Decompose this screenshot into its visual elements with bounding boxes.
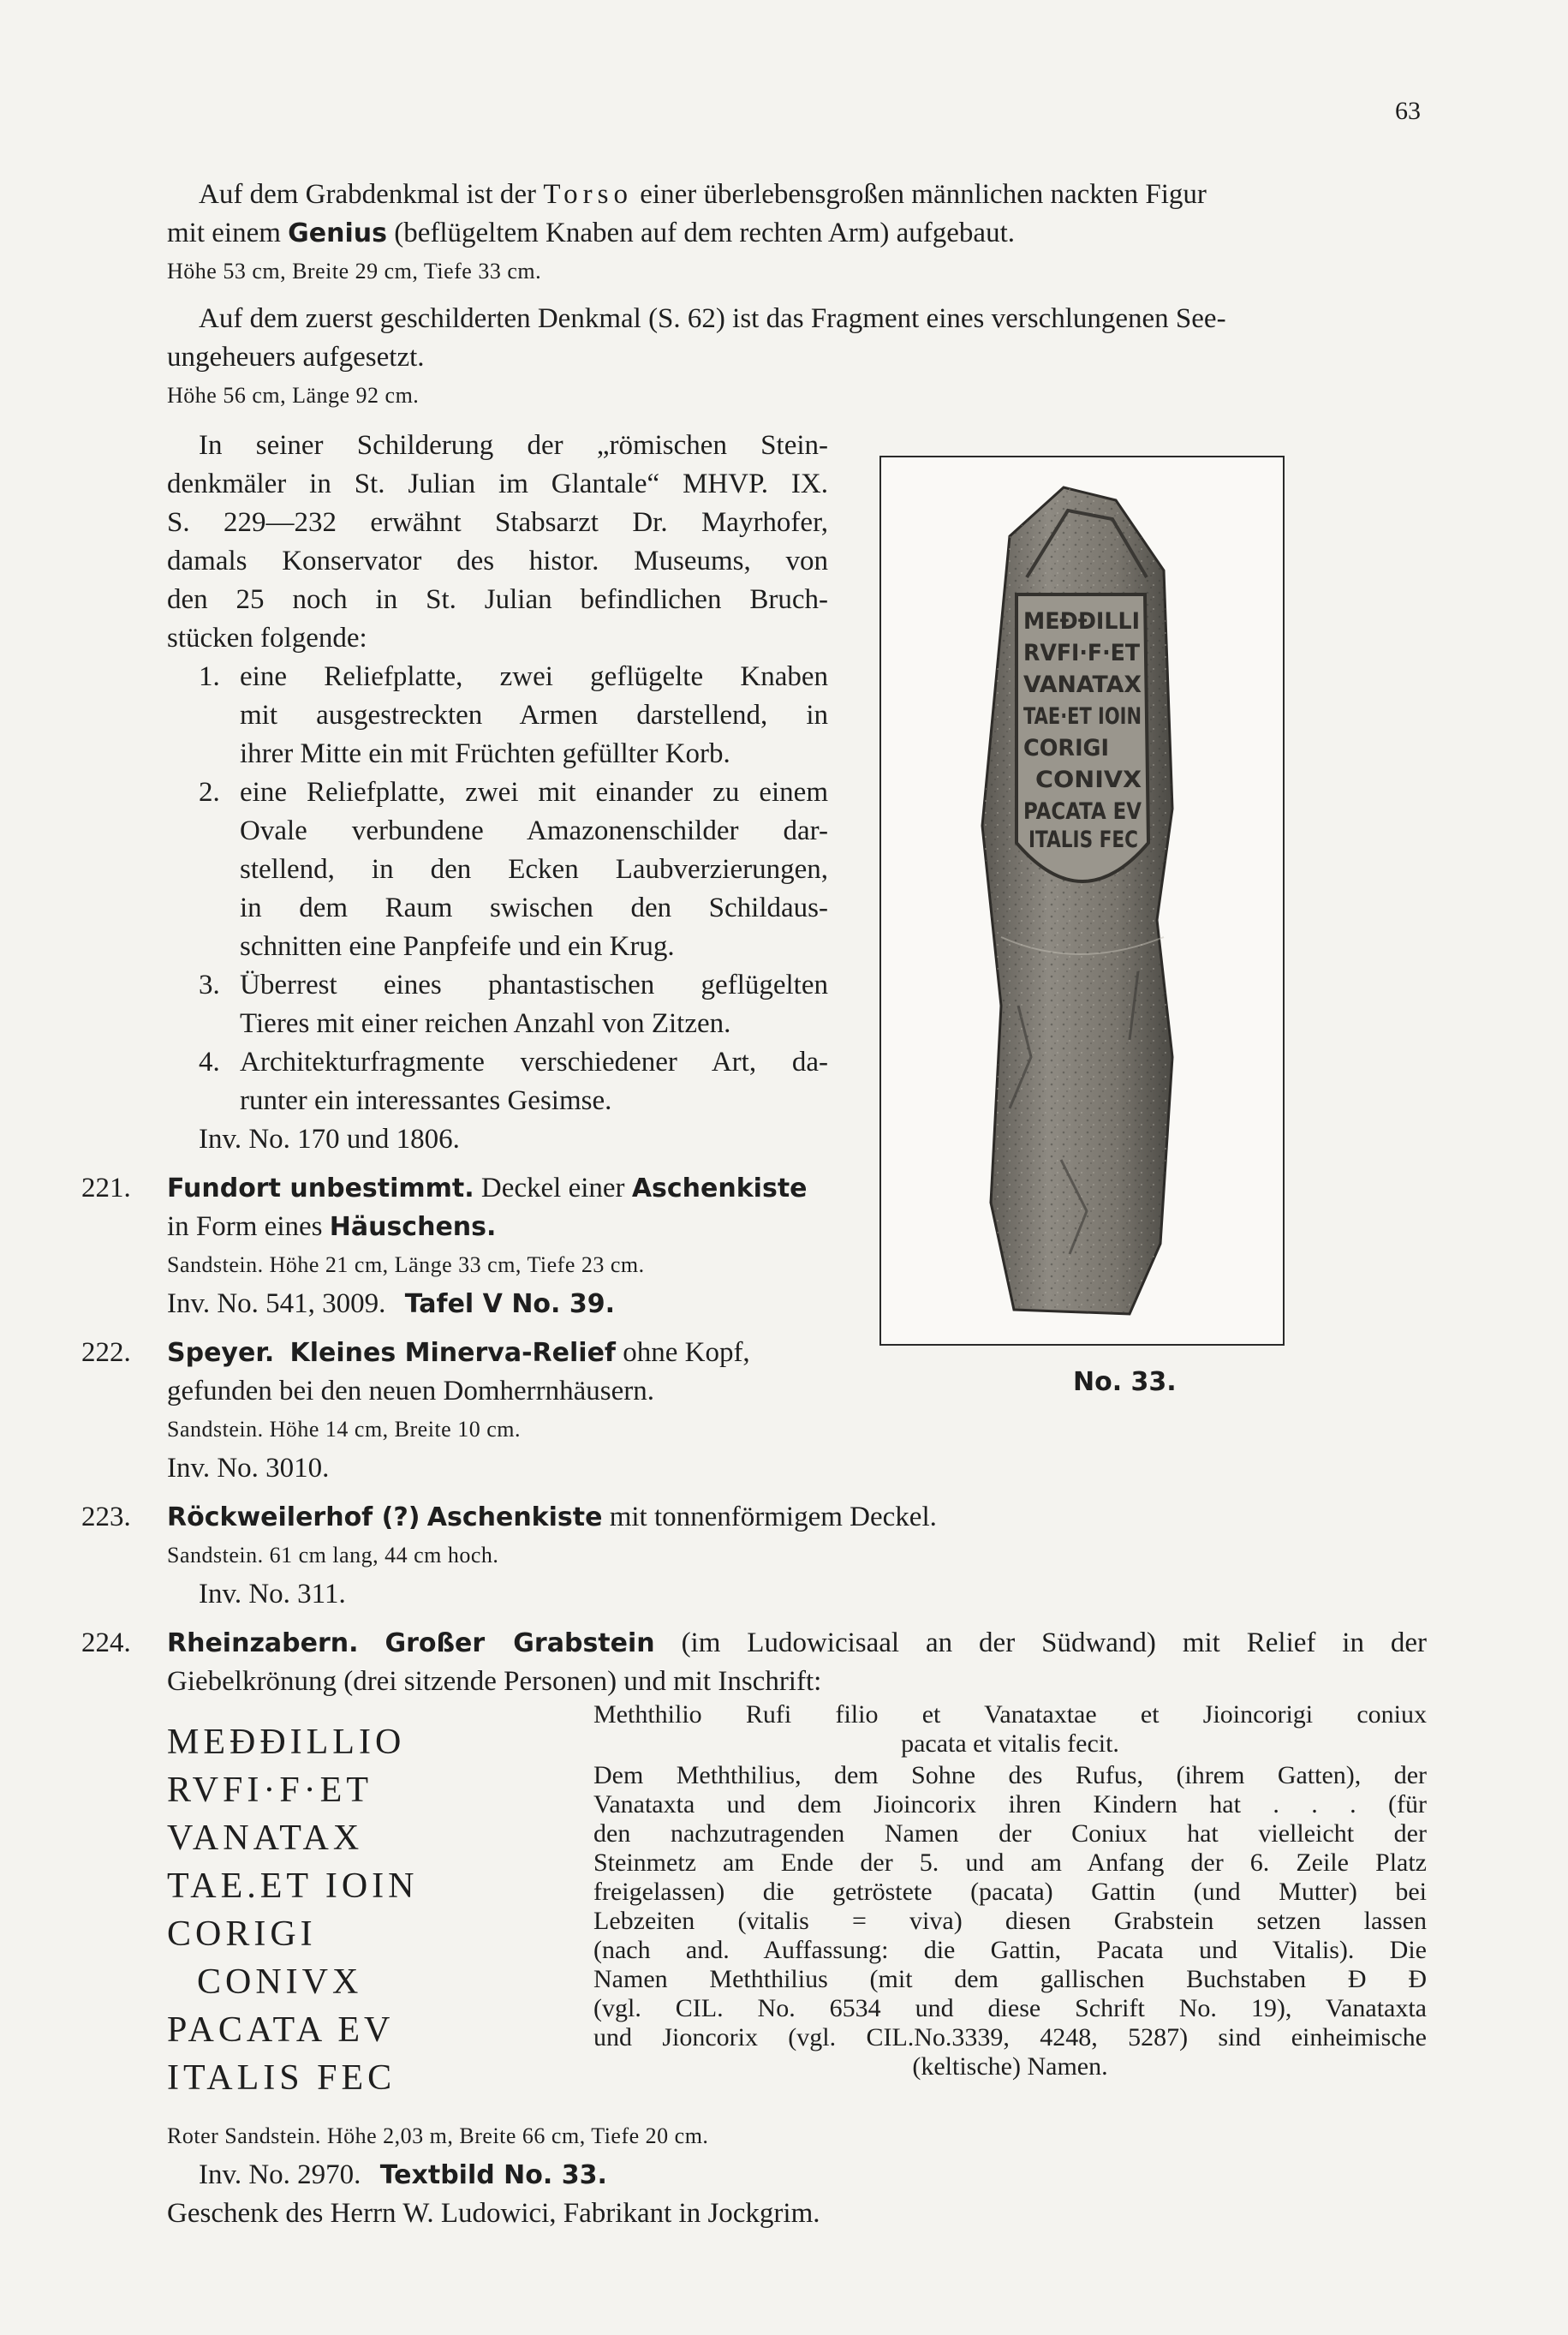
- intro-p3-line: In seiner Schilderung der „römischen Stein-: [199, 430, 828, 461]
- inscription-line: TAE.ET IOIN: [167, 1866, 419, 1906]
- entry-text: Deckel einer: [480, 1173, 625, 1203]
- intro-p3-line: denkmäler in St. Julian im Glantale“ MHVP. IX.: [167, 469, 828, 499]
- translation-line: freigelassen) die getröstete (pacata) Gattin (und Mutter) bei: [593, 1878, 1427, 1906]
- list-item-line: eine Reliefplatte, zwei geflügelte Knaben: [240, 661, 828, 692]
- intro-p2-line2: ungeheuers aufgesetzt.: [167, 342, 425, 373]
- stone-line: ITALIS FEC: [1028, 827, 1138, 853]
- intro-p3-line: den 25 noch in St. Julian befindlichen Bruch-: [167, 584, 828, 615]
- entry-222-inv: Inv. No. 3010.: [167, 1453, 330, 1484]
- list-item-line: Ovale verbundene Amazonenschilder dar-: [240, 815, 828, 846]
- stone-line: CORIGI: [1023, 735, 1109, 761]
- entry-222-line1: [167, 1334, 750, 1372]
- entry-221-line2: [167, 1208, 496, 1246]
- entry-224-line2: Giebelkrönung (drei sitzende Personen) und mit Inschrift:: [167, 1666, 822, 1697]
- list-item-line: ihrer Mitte ein mit Früchten gefüllter Korb.: [240, 738, 730, 769]
- findspot: Rheinzabern.: [167, 1628, 359, 1658]
- intro-p2-line1: Auf dem zuerst geschilderten Denkmal (S. 62) ist das Fragment eines verschlungenen See-: [199, 303, 1226, 334]
- list-item-line: stellend, in den Ecken Laubverzierungen,: [240, 854, 828, 885]
- stone-line: RVFI·F·ET: [1023, 640, 1141, 666]
- intro-p3-line: damals Konservator des histor. Museums, von: [167, 546, 828, 576]
- intro-text: einer überlebensgroßen männlichen nackten Figur: [640, 179, 1207, 210]
- inv-list: Inv. No. 170 und 1806.: [199, 1124, 460, 1155]
- inscription-line: CONIVX: [197, 1962, 363, 2002]
- list-item-line: runter ein interessantes Gesimse.: [240, 1085, 612, 1116]
- translation-line: Lebzeiten (vitalis = viva) diesen Grabstein setzen lassen: [593, 1907, 1427, 1935]
- list-number: 2.: [199, 777, 220, 808]
- stone-line: TAE·ET IOIN: [1023, 703, 1142, 730]
- tafel-ref: Tafel V No. 39.: [404, 1289, 616, 1319]
- object-name: Großer Grabstein: [385, 1628, 655, 1658]
- findspot: Speyer.: [167, 1338, 275, 1368]
- entry-221-dims: Sandstein. Höhe 21 cm, Länge 33 cm, Tiefe 23 cm.: [167, 1252, 645, 1277]
- latin-line: Meththilio Rufi filio et Vanataxtae et Jioincorigi coniux: [593, 1700, 1427, 1729]
- list-item-line: eine Reliefplatte, zwei mit einander zu einem: [240, 777, 828, 808]
- translation-line: (keltische) Namen.: [912, 2052, 1108, 2081]
- entry-223-line1: [167, 1498, 937, 1537]
- translation-line: den nachzutragenden Namen der Coniux hat vielleicht der: [593, 1819, 1427, 1848]
- entry-text: in Form eines: [167, 1211, 323, 1242]
- list-item-line: in dem Raum swischen den Schildaus-: [240, 893, 828, 923]
- entry-222-line2: gefunden bei den neuen Domherrnhäusern.: [167, 1376, 655, 1406]
- translation-line: Namen Meththilius (mit dem gallischen Buchstaben Ð Ð: [593, 1965, 1427, 1993]
- entry-number: 222.: [81, 1337, 131, 1368]
- entry-223-dims: Sandstein. 61 cm lang, 44 cm hoch.: [167, 1543, 499, 1568]
- page-number: 63: [1395, 97, 1421, 125]
- intro-p3-line: stücken folgende:: [167, 623, 367, 654]
- findspot: Röckweilerhof (?): [167, 1502, 420, 1532]
- genius-word: Genius: [288, 218, 387, 248]
- intro-text: mit einem: [167, 218, 281, 248]
- textbild-ref: Textbild No. 33.: [379, 2160, 607, 2190]
- entry-224-line1: [167, 1624, 1427, 1663]
- object-name: Aschenkiste: [631, 1173, 808, 1203]
- list-number: 3.: [199, 970, 220, 1000]
- object-name: Kleines Minerva-Relief: [289, 1338, 616, 1368]
- intro-text: Auf dem Grabdenkmal ist der: [199, 179, 537, 210]
- intro-p3-line: S. 229—232 erwähnt Stabsarzt Dr. Mayrhofer,: [167, 507, 828, 538]
- entry-text: mit tonnenförmigem Deckel.: [609, 1502, 937, 1532]
- translation-line: (vgl. CIL. No. 6534 und diese Schrift No. 19), Vanataxta: [593, 1994, 1427, 2022]
- final-gift: Geschenk des Herrn W. Ludowici, Fabrikant in Jockgrim.: [167, 2198, 820, 2229]
- gravestone-photo: [881, 457, 1283, 1344]
- figure-frame: [879, 456, 1285, 1346]
- list-item-line: Überrest eines phantastischen geflügelten: [240, 970, 828, 1000]
- entry-number: 221.: [81, 1173, 131, 1203]
- stone-line: CONIVX: [1035, 767, 1142, 793]
- latin-line: pacata et vitalis fecit.: [901, 1729, 1119, 1758]
- list-number: 4.: [199, 1047, 220, 1078]
- dims-2: Höhe 56 cm, Länge 92 cm.: [167, 383, 420, 408]
- object-name: Häuschens.: [329, 1212, 497, 1242]
- object-name: Aschenkiste: [426, 1502, 603, 1532]
- entry-number: 223.: [81, 1502, 131, 1532]
- entry-222-dims: Sandstein. Höhe 14 cm, Breite 10 cm.: [167, 1417, 521, 1442]
- inscription-line: MEÐÐILLIO: [167, 1723, 406, 1762]
- torso-word: Torso: [543, 179, 633, 210]
- final-dims: Roter Sandstein. Höhe 2,03 m, Breite 66 cm, Tiefe 20 cm.: [167, 2123, 709, 2148]
- entry-223-inv: Inv. No. 311.: [199, 1579, 346, 1609]
- figure-caption: No. 33.: [1073, 1367, 1177, 1397]
- intro-p1-line1: [199, 176, 1427, 213]
- inscription-line: CORIGI: [167, 1914, 317, 1954]
- inv-number: Inv. No. 2970.: [199, 2159, 361, 2190]
- final-inv: [199, 2156, 607, 2195]
- list-item-line: schnitten eine Panpfeife und ein Krug.: [240, 931, 675, 962]
- inscription-line: PACATA EV: [167, 2010, 395, 2050]
- list-item-line: mit ausgestreckten Armen darstellend, in: [240, 700, 828, 731]
- translation-line: Vanataxta und dem Jioincorix ihren Kindern hat . . . (für: [593, 1790, 1427, 1818]
- dims-1: Höhe 53 cm, Breite 29 cm, Tiefe 33 cm.: [167, 259, 542, 284]
- translation-line: (nach and. Auffassung: die Gattin, Pacata und Vitalis). Die: [593, 1936, 1427, 1964]
- list-number: 1.: [199, 661, 220, 692]
- stone-line: PACATA EV: [1023, 798, 1142, 825]
- stone-line: VANATAX: [1023, 672, 1142, 698]
- stone-line: MEÐÐILLI: [1023, 608, 1140, 635]
- entry-number: 224.: [81, 1627, 131, 1658]
- translation-line: und Jioncorix (vgl. CIL.No.3339, 4248, 5287) sind einheimische: [593, 2023, 1427, 2051]
- inscription-line: VANATAX: [167, 1818, 364, 1858]
- findspot: Fundort unbestimmt.: [167, 1173, 474, 1203]
- inscription-line: RVFI·F·ET: [167, 1771, 373, 1810]
- intro-p1-line2: [167, 214, 1015, 253]
- translation-line: Dem Meththilius, dem Sohne des Rufus, (ihrem Gatten), der: [593, 1761, 1427, 1789]
- entry-text: (im Ludowicisaal an der Südwand) mit Relief in der: [681, 1627, 1428, 1658]
- translation-line: Steinmetz am Ende der 5. und am Anfang der 6. Zeile Platz: [593, 1848, 1427, 1877]
- inv-number: Inv. No. 541, 3009.: [167, 1288, 386, 1319]
- entry-text: ohne Kopf,: [623, 1337, 750, 1368]
- list-item-line: Tieres mit einer reichen Anzahl von Zitzen.: [240, 1008, 731, 1039]
- inscription-line: ITALIS FEC: [167, 2058, 396, 2098]
- entry-221-line1: [167, 1169, 808, 1208]
- list-item-line: Architekturfragmente verschiedener Art, da-: [240, 1047, 828, 1078]
- intro-text: (beflügeltem Knaben auf dem rechten Arm) aufgebaut.: [394, 218, 1015, 248]
- entry-221-inv: [167, 1285, 615, 1323]
